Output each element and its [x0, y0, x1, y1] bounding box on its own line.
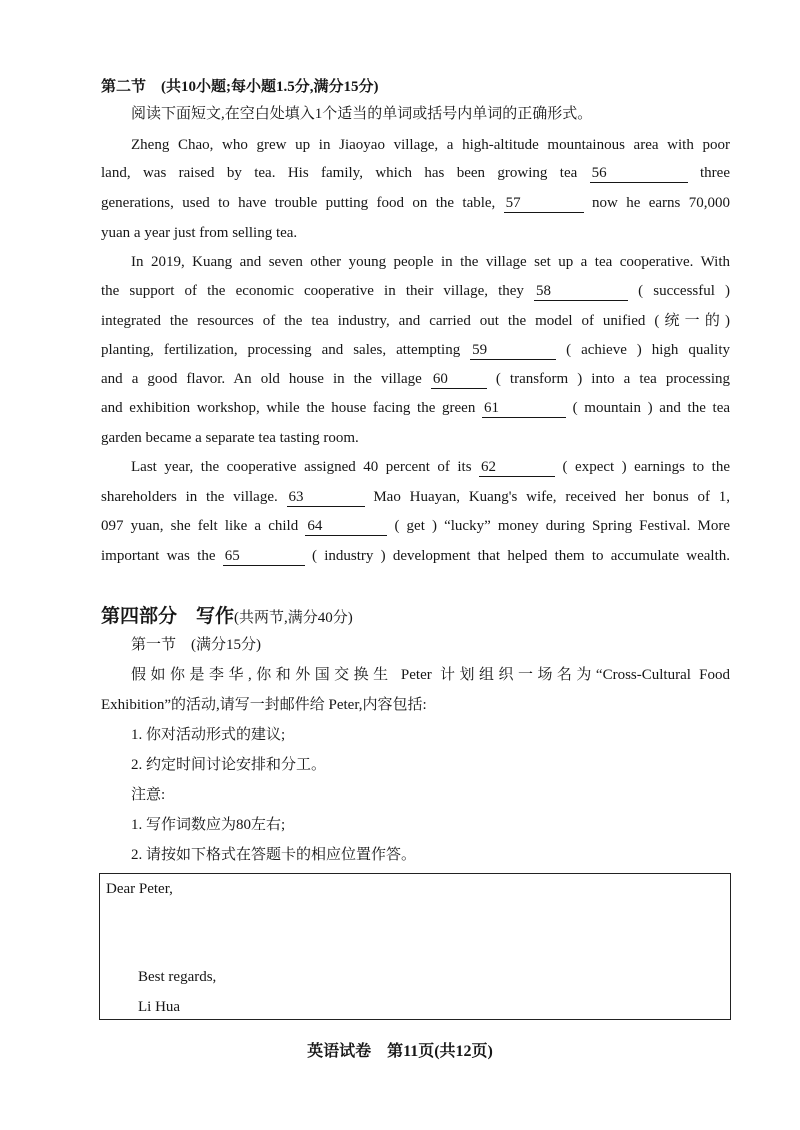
- letter-answer-box: [99, 873, 731, 1020]
- letter-greeting: Dear Peter,: [106, 881, 173, 897]
- p1-line3: [101, 192, 730, 214]
- section2-instruction: 阅读下面短文,在空白处填入1个适当的单词或括号内单词的正确形式。: [131, 106, 593, 122]
- p2-line4-a: planting, fertilization, processing and sales, attempting: [101, 342, 461, 358]
- part4-subtitle: (共两节,满分40分): [234, 610, 353, 626]
- note-label: 注意:: [131, 787, 166, 803]
- p1-line2-a: land, was raised by tea. His family, which has been growing tea: [101, 165, 578, 181]
- part4-heading: [101, 604, 730, 630]
- p3-line3: [101, 515, 730, 537]
- p3-line1-b: ( expect ) earnings to the: [562, 459, 730, 475]
- p3-line3-a: 097 yuan, she felt like a child: [101, 518, 299, 534]
- blank-64: 64: [305, 517, 387, 536]
- p2-line6-a: and exhibition workshop, while the house facing the green: [101, 400, 476, 416]
- note-item2: 2. 请按如下格式在答题卡的相应位置作答。: [131, 847, 417, 863]
- prompt-line1: 假如你是李华,你和外国交换生 Peter 计划组织一场名为“Cross-Cultural Food: [131, 667, 730, 683]
- note-item1: 1. 写作词数应为80左右;: [131, 817, 286, 833]
- p3-line2: [101, 486, 730, 508]
- blank-60: 60: [431, 370, 487, 389]
- blank-63: 63: [287, 488, 365, 507]
- p1-line1: Zheng Chao, who grew up in Jiaoyao village, a high-altitude mountainous area with poor: [131, 137, 730, 153]
- p2-line2-a: the support of the economic cooperative in their village, they: [101, 283, 524, 299]
- section2-title: 第二节 (共10小题;每小题1.5分,满分15分): [101, 79, 379, 95]
- p3-line1: [131, 456, 730, 478]
- p3-line4-b: ( industry ) development that helped them to accumulate wealth.: [311, 548, 731, 564]
- blank-65: 65: [223, 547, 305, 566]
- letter-signature: Li Hua: [138, 999, 181, 1015]
- page-footer: 英语试卷 第11页(共12页): [307, 1043, 493, 1060]
- part4-title: 第四部分 写作: [101, 606, 235, 627]
- p2-line2-b: ( successful ): [638, 283, 731, 299]
- blank-59: 59: [470, 341, 556, 360]
- p2-line2: [101, 280, 730, 302]
- p3-line4: [101, 545, 730, 567]
- blank-57: 57: [504, 194, 584, 213]
- p2-line6-b: ( mountain ) and the tea: [572, 400, 731, 416]
- prompt-line2: Exhibition”的活动,请写一封邮件给 Peter,内容包括:: [101, 697, 427, 713]
- p2-line5-b: ( transform ) into a tea processing: [495, 371, 730, 387]
- p3-line1-a: Last year, the cooperative assigned 40 percent of its: [131, 459, 472, 475]
- letter-closing: Best regards,: [138, 969, 217, 985]
- p3-line3-b: ( get ) “lucky” money during Spring Festival. More: [394, 518, 731, 534]
- p1-line3-b: now he earns 70,000: [592, 195, 730, 211]
- p2-line1: In 2019, Kuang and seven other young people in the village set up a tea cooperative. With: [131, 254, 730, 270]
- prompt-item1: 1. 你对活动形式的建议;: [131, 727, 286, 743]
- p2-line7: garden became a separate tea tasting room.: [101, 430, 359, 446]
- p2-line3: integrated the resources of the tea industry, and carried out the model of unified (统一的): [101, 313, 730, 329]
- p2-line5-a: and a good flavor. An old house in the village: [101, 371, 422, 387]
- p1-line3-a: generations, used to have trouble putting food on the table,: [101, 195, 496, 211]
- p3-line2-a: shareholders in the village.: [101, 489, 278, 505]
- p2-line4-b: ( achieve ) high quality: [566, 342, 731, 358]
- blank-58: 58: [534, 282, 628, 301]
- p2-line5: [101, 368, 730, 390]
- p1-line4: yuan a year just from selling tea.: [101, 225, 298, 241]
- blank-62: 62: [479, 458, 555, 477]
- p1-line2: [101, 162, 730, 184]
- blank-61: 61: [482, 399, 566, 418]
- p3-line2-b: Mao Huayan, Kuang's wife, received her bonus of 1,: [373, 489, 731, 505]
- p2-line6: [101, 397, 730, 419]
- p2-line4: [101, 339, 730, 361]
- prompt-item2: 2. 约定时间讨论安排和分工。: [131, 757, 327, 773]
- part4-section1-title: 第一节 (满分15分): [131, 637, 261, 653]
- blank-56: 56: [590, 164, 688, 183]
- p3-line4-a: important was the: [101, 548, 216, 564]
- p1-line2-b: three: [700, 165, 730, 181]
